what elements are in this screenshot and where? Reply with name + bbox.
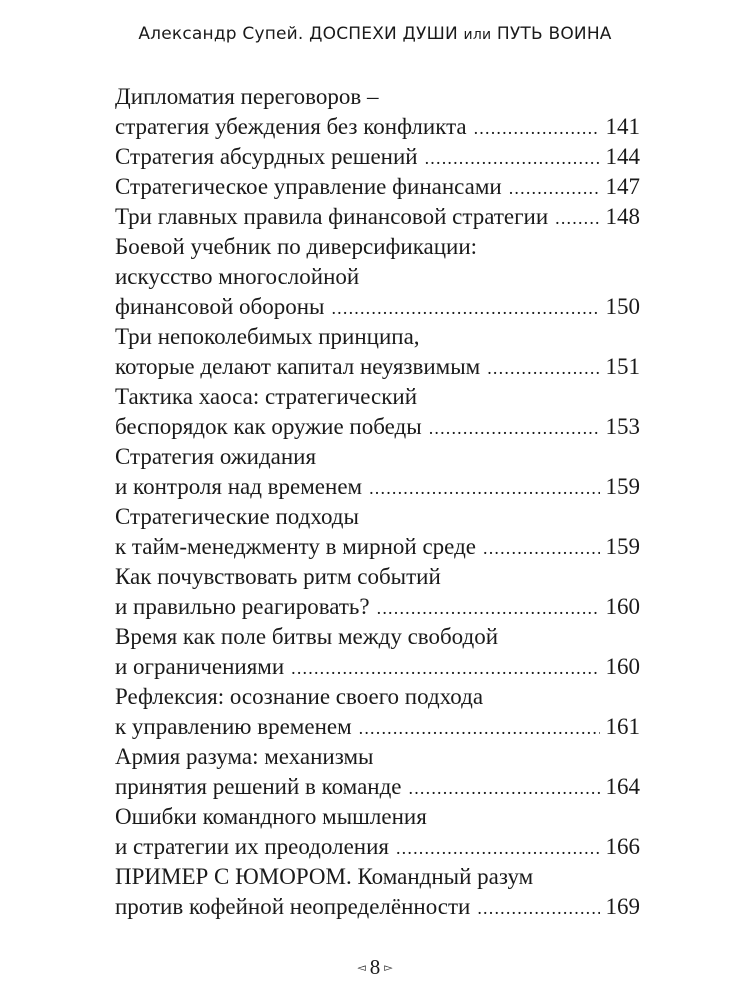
toc-entry-line bbox=[115, 352, 640, 382]
toc-entry-title: против кофейной неопределённости bbox=[115, 894, 471, 919]
toc-page-number: 164 bbox=[605, 774, 640, 799]
toc-entry-line bbox=[115, 202, 640, 232]
ornament-left-icon: ◅ bbox=[357, 961, 366, 974]
toc-page-number: 160 bbox=[605, 594, 640, 619]
toc-page-number: 166 bbox=[605, 834, 640, 859]
toc-entry-title: и ограничениями bbox=[115, 654, 285, 679]
toc-entry[interactable] bbox=[115, 82, 640, 142]
toc-entry-line bbox=[115, 712, 640, 742]
toc-entry-title: Как почувствовать ритм событий bbox=[115, 564, 441, 589]
toc-entry-title: Дипломатия переговоров – bbox=[115, 84, 379, 109]
toc-entry-title: Три непоколебимых принципа, bbox=[115, 324, 420, 349]
toc-entry[interactable] bbox=[115, 742, 640, 802]
toc-page-number: 153 bbox=[605, 414, 640, 439]
header-conjunction: или bbox=[463, 27, 492, 43]
toc-entry[interactable] bbox=[115, 502, 640, 562]
toc-entry[interactable] bbox=[115, 562, 640, 622]
toc-entry-line bbox=[115, 322, 640, 352]
toc-page-number: 150 bbox=[605, 294, 640, 319]
header-author-title: Александр Супей. ДОСПЕХИ ДУШИ bbox=[138, 24, 458, 44]
toc-entry-title: Тактика хаоса: стратегический bbox=[115, 384, 418, 409]
toc-entry[interactable] bbox=[115, 202, 640, 232]
toc-page-number: 169 bbox=[605, 894, 640, 919]
toc-entry-line bbox=[115, 832, 640, 862]
toc-entry-line bbox=[115, 262, 640, 292]
running-header bbox=[0, 24, 750, 44]
toc-page-number: 148 bbox=[605, 204, 640, 229]
toc-entry-title: Стратегия абсурдных решений bbox=[115, 144, 418, 169]
toc-dot-leader bbox=[474, 113, 600, 143]
toc-entry-title: и контроля над временем bbox=[115, 474, 363, 499]
toc-entry-line bbox=[115, 742, 640, 772]
toc-dot-leader bbox=[477, 893, 599, 923]
toc-entry-line bbox=[115, 142, 640, 172]
toc-entry-title: Боевой учебник по диверсификации: bbox=[115, 234, 478, 259]
toc-entry-title: Стратегические подходы bbox=[115, 504, 359, 529]
toc-dot-leader bbox=[555, 203, 599, 233]
toc-page-number: 161 bbox=[605, 714, 640, 739]
toc-entry-title: и правильно реагировать? bbox=[115, 594, 370, 619]
toc-entry-line bbox=[115, 502, 640, 532]
toc-entry[interactable] bbox=[115, 442, 640, 502]
toc-entry-line bbox=[115, 112, 640, 142]
toc-entry-line bbox=[115, 232, 640, 262]
toc-entry-line bbox=[115, 592, 640, 622]
toc-page-number: 144 bbox=[605, 144, 640, 169]
toc-entry-title: Время как поле битвы между свободой bbox=[115, 624, 499, 649]
toc-entry-title: принятия решений в команде bbox=[115, 774, 402, 799]
toc-dot-leader bbox=[331, 293, 599, 323]
toc-entry-title: к управлению временем bbox=[115, 714, 352, 739]
toc-entry-line bbox=[115, 862, 640, 892]
toc-entry[interactable] bbox=[115, 682, 640, 742]
toc-dot-leader bbox=[359, 713, 600, 743]
toc-entry-title: искусство многослойной bbox=[115, 264, 360, 289]
toc-dot-leader bbox=[487, 353, 599, 383]
toc-entry[interactable] bbox=[115, 862, 640, 922]
page-footer bbox=[0, 955, 750, 980]
toc-dot-leader bbox=[377, 593, 600, 623]
toc-entry-line bbox=[115, 292, 640, 322]
toc-entry-title: Три главных правила финансовой стратегии bbox=[115, 204, 549, 229]
page-number: 8 bbox=[369, 955, 381, 979]
toc-page-number: 147 bbox=[605, 174, 640, 199]
toc-page-number: 160 bbox=[605, 654, 640, 679]
toc-entry-line bbox=[115, 472, 640, 502]
toc-entry-title: и стратегии их преодоления bbox=[115, 834, 389, 859]
toc-entry-line bbox=[115, 442, 640, 472]
toc-page-number: 159 bbox=[605, 534, 640, 559]
toc-entry-line bbox=[115, 532, 640, 562]
toc-entry-title: Рефлексия: осознание своего подхода bbox=[115, 684, 484, 709]
toc-dot-leader bbox=[509, 173, 600, 203]
toc-entry-line bbox=[115, 412, 640, 442]
toc-entry-line bbox=[115, 562, 640, 592]
toc-dot-leader bbox=[429, 413, 600, 443]
toc-entry-title: Стратегия ожидания bbox=[115, 444, 317, 469]
toc-entry-title: финансовой обороны bbox=[115, 294, 325, 319]
toc-dot-leader bbox=[291, 653, 599, 683]
toc-entry-line bbox=[115, 682, 640, 712]
toc-entry-title: Ошибки командного мышления bbox=[115, 804, 427, 829]
toc-dot-leader bbox=[409, 773, 600, 803]
toc-entry-line bbox=[115, 772, 640, 802]
toc-entry-line bbox=[115, 172, 640, 202]
toc-dot-leader bbox=[396, 833, 600, 863]
toc-entry-title: беспорядок как оружие победы bbox=[115, 414, 422, 439]
toc-entry-line bbox=[115, 622, 640, 652]
toc-entry-line bbox=[115, 652, 640, 682]
table-of-contents bbox=[115, 82, 640, 922]
toc-entry-line bbox=[115, 82, 640, 112]
toc-dot-leader bbox=[483, 533, 600, 563]
toc-entry-title: которые делают капитал неуязвимым bbox=[115, 354, 481, 379]
toc-entry-title: ПРИМЕР С ЮМОРОМ. Командный разум bbox=[115, 864, 534, 889]
toc-entry[interactable] bbox=[115, 382, 640, 442]
toc-dot-leader bbox=[425, 143, 600, 173]
header-subtitle: ПУТЬ ВОИНА bbox=[496, 24, 612, 44]
toc-entry[interactable] bbox=[115, 232, 640, 322]
toc-entry-title: Армия разума: механизмы bbox=[115, 744, 374, 769]
toc-page-number: 141 bbox=[605, 114, 640, 139]
toc-entry-line bbox=[115, 802, 640, 832]
ornament-right-icon: ▻ bbox=[384, 961, 393, 974]
toc-entry-title: стратегия убеждения без конфликта bbox=[115, 114, 467, 139]
toc-entry[interactable] bbox=[115, 172, 640, 202]
toc-entry-title: к тайм-менеджменту в мирной среде bbox=[115, 534, 476, 559]
toc-entry[interactable] bbox=[115, 142, 640, 172]
toc-entry-title: Стратегическое управление финансами bbox=[115, 174, 502, 199]
toc-entry[interactable] bbox=[115, 802, 640, 862]
toc-entry[interactable] bbox=[115, 322, 640, 382]
toc-entry[interactable] bbox=[115, 622, 640, 682]
toc-dot-leader bbox=[369, 473, 599, 503]
toc-entry-line bbox=[115, 382, 640, 412]
toc-entry-line bbox=[115, 892, 640, 922]
toc-page-number: 151 bbox=[605, 354, 640, 379]
toc-page-number: 159 bbox=[605, 474, 640, 499]
